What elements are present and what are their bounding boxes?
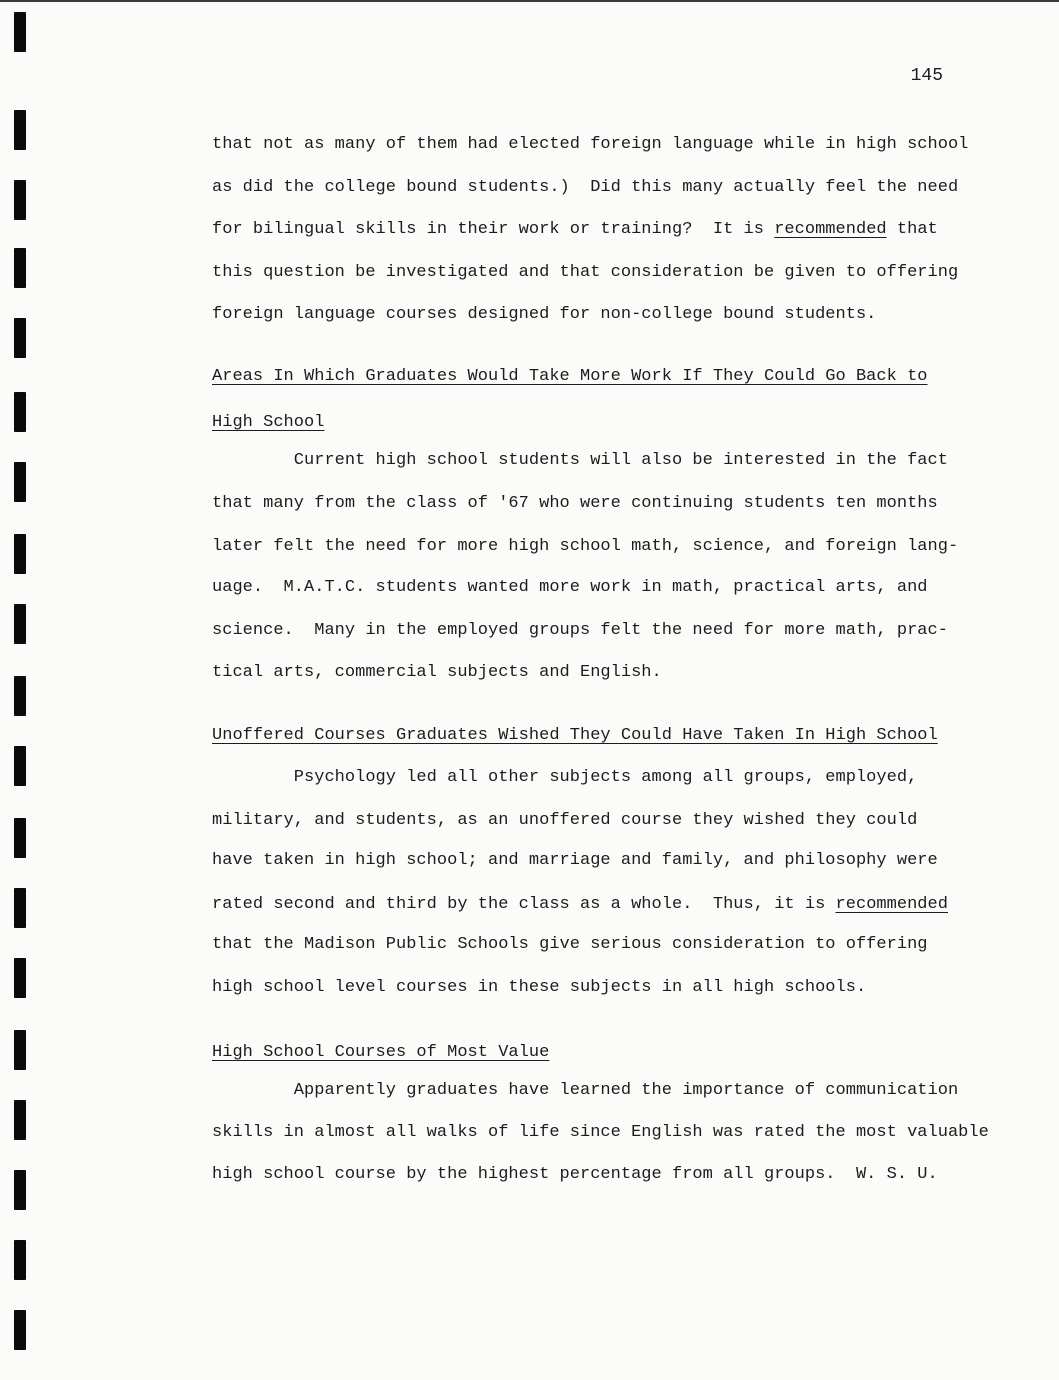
binding-hole: [14, 1170, 26, 1210]
binding-hole: [14, 392, 26, 432]
section-heading-areas-line1: Areas In Which Graduates Would Take More Work If They Could Go Back to: [212, 367, 928, 386]
paragraph2-line1: Current high school students will also be interested in the fact: [212, 451, 948, 470]
paragraph3-line1: Psychology led all other subjects among all groups, employed,: [212, 768, 918, 787]
paragraph3-line6: high school level courses in these subjects in all high schools.: [212, 978, 867, 997]
binding-hole: [14, 1240, 26, 1280]
binding-hole: [14, 604, 26, 644]
section-heading-unoffered: Unoffered Courses Graduates Wished They Could Have Taken In High School: [212, 726, 938, 745]
binding-hole: [14, 318, 26, 358]
binding-hole: [14, 248, 26, 288]
paragraph2-line2: that many from the class of '67 who were continuing students ten months: [212, 494, 938, 513]
page-number: 145: [910, 66, 943, 86]
paragraph4-line2: skills in almost all walks of life since English was rated the most valuable: [212, 1123, 989, 1142]
paragraph4-line3: high school course by the highest percentage from all groups. W. S. U.: [212, 1165, 938, 1184]
binding-hole: [14, 746, 26, 786]
paragraph3-line4-text: rated second and third by the class as a whole. Thus, it is: [212, 895, 836, 914]
paragraph4-line1: Apparently graduates have learned the importance of communication: [212, 1081, 959, 1100]
paragraph1-line3-tail: that: [886, 220, 938, 239]
page-top-edge: [0, 0, 1059, 2]
paragraph1-line2: as did the college bound students.) Did this many actually feel the need: [212, 178, 959, 197]
binding-hole: [14, 110, 26, 150]
paragraph3-line4: [212, 894, 948, 916]
binding-hole: [14, 958, 26, 998]
section-heading-most-value: High School Courses of Most Value: [212, 1043, 550, 1062]
binding-hole: [14, 1030, 26, 1070]
paragraph3-line2: military, and students, as an unoffered course they wished they could: [212, 811, 918, 830]
section-heading-areas-line2: High School: [212, 413, 325, 432]
paragraph2-line5: science. Many in the employed groups felt the need for more math, prac-: [212, 621, 948, 640]
paragraph2-line3: later felt the need for more high school math, science, and foreign lang-: [212, 537, 959, 556]
binding-hole: [14, 534, 26, 574]
binding-hole: [14, 12, 26, 52]
paragraph1-line1: that not as many of them had elected foreign language while in high school: [212, 135, 969, 154]
recommended-emphasis: recommended: [774, 220, 887, 239]
binding-hole: [14, 1310, 26, 1350]
paragraph1-line5: foreign language courses designed for non-college bound students.: [212, 305, 877, 324]
binding-hole: [14, 180, 26, 220]
binding-hole: [14, 888, 26, 928]
paragraph1-line3-text: for bilingual skills in their work or training? It is: [212, 220, 775, 239]
binding-holes: [14, 0, 32, 1380]
paragraph2-line6: tical arts, commercial subjects and English.: [212, 663, 662, 682]
paragraph2-line4: uage. M.A.T.C. students wanted more work in math, practical arts, and: [212, 578, 928, 597]
binding-hole: [14, 676, 26, 716]
paragraph3-line3: have taken in high school; and marriage and family, and philosophy were: [212, 851, 938, 870]
paragraph3-line5: that the Madison Public Schools give serious consideration to offering: [212, 935, 928, 954]
paragraph1-line4: this question be investigated and that consideration be given to offering: [212, 263, 959, 282]
binding-hole: [14, 462, 26, 502]
paragraph1-line3: [212, 219, 938, 241]
binding-hole: [14, 818, 26, 858]
recommended-emphasis: recommended: [835, 895, 948, 914]
binding-hole: [14, 1100, 26, 1140]
